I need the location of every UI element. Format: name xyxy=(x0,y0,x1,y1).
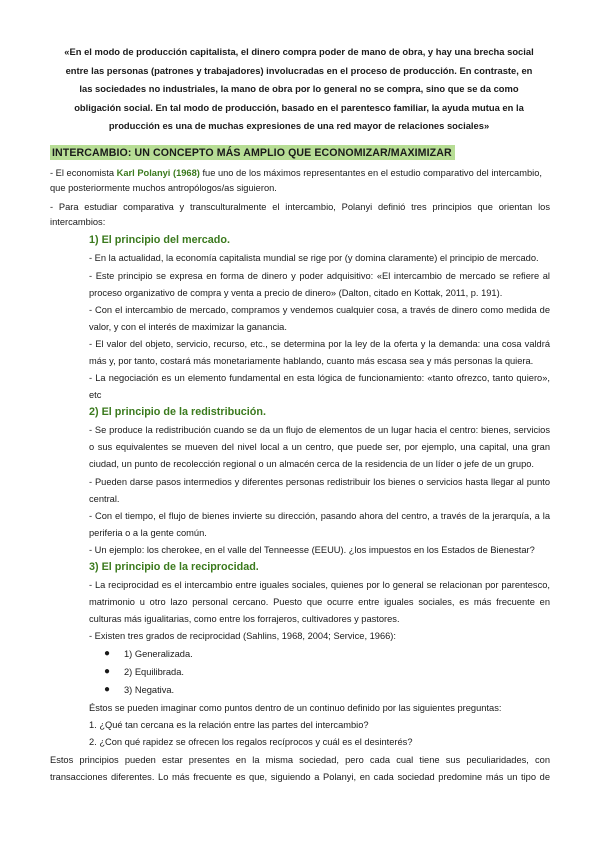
subheading-mercado: 1) El principio del mercado. xyxy=(89,234,230,246)
grade-item-3: 3) Negativa. xyxy=(124,685,175,695)
mercado-line-6: - El valor del objeto, servicio, recurso, etc., se determina por la ley de la oferta y la demanda: una cosa valdrá xyxy=(89,339,550,349)
redistribucion-line-4: - Pueden darse pasos intermedios y diferentes personas redistribuir los bienes o servicios hasta llegar al punto xyxy=(89,477,550,487)
redistribucion-line-7: periferia o a la gente común. xyxy=(89,528,207,538)
mercado-line-2: - Este principio se expresa en forma de dinero y poder adquisitivo: «El intercambio de mercado se refiere al xyxy=(89,271,550,281)
subheading-reciprocidad: 3) El principio de la reciprocidad. xyxy=(89,561,259,573)
redistribucion-line-5: central. xyxy=(89,494,120,504)
reciprocidad-line-4: - Existen tres grados de reciprocidad (Sahlins, 1968, 2004; Service, 1966): xyxy=(89,631,396,641)
mercado-line-8: - La negociación es un elemento fundamental en esta lógica de funcionamiento: «tanto ofrezco, tanto quiero», xyxy=(89,373,550,383)
redistribucion-line-3: ciudad, un punto de recolección regional o un almacén cerca de la residencia de un líder o jefe de un grupo. xyxy=(89,459,534,469)
mercado-line-1: - En la actualidad, la economía capitalista mundial se rige por (y domina claramente) el principio de mercado. xyxy=(89,253,539,263)
bullet-icon: ● xyxy=(104,684,111,695)
grade-item-2: 2) Equilibrada. xyxy=(124,667,184,677)
bullet-icon: ● xyxy=(104,666,111,677)
redistribucion-line-8: - Un ejemplo: los cherokee, en el valle del Tenneesse (EEUU). ¿los impuestos en los Estados de Bienestar? xyxy=(89,545,535,555)
question-1: 1. ¿Qué tan cercana es la relación entre las partes del intercambio? xyxy=(89,720,369,730)
mercado-line-4: - Con el intercambio de mercado, compramos y vendemos cualquier cosa, a través de dinero como medida de xyxy=(89,305,550,315)
mercado-line-5: valor, y con el interés de maximizar la ganancia. xyxy=(89,322,287,332)
intro-line-2: que posteriormente muchos antropólogos/as siguieron. xyxy=(50,183,277,193)
opening-quote: «En el modo de producción capitalista, el dinero compra poder de mano de obra, y hay una brecha social entre las personas (patrones y trabajadores) involucradas en el proceso de producción. En contraste, en las sociedades no industriales, la mano de obra por lo general no se compra, sino que se da como obligación social. En tal modo de producción, basado en el parentesco familiar, la ayuda mutua en la producción es una de muchas expresiones de una red mayor de relaciones sociales» xyxy=(64,46,534,131)
bullet-icon: ● xyxy=(104,648,111,659)
reciprocidad-line-1: - La reciprocidad es el intercambio entre iguales sociales, quienes por lo general se relacionan por parentesco, xyxy=(89,580,550,590)
question-2: 2. ¿Con qué rapidez se ofrecen los regalos recíprocos y cuál es el desinterés? xyxy=(89,737,413,747)
grade-item-1: 1) Generalizada. xyxy=(124,649,193,659)
mercado-line-7: más y, por tanto, costará más monetariamente hablando, cuanto más escasa sea y más personas la quiera. xyxy=(89,356,534,366)
intro-line-4: intercambios: xyxy=(50,217,106,227)
reciprocidad-line-5: Éstos se pueden imaginar como puntos dentro de un continuo definido por las siguientes preguntas: xyxy=(89,703,502,713)
intro-line-3: - Para estudiar comparativa y transculturalmente el intercambio, Polanyi definió tres principios que orientan los xyxy=(50,202,550,212)
subheading-redistribucion: 2) El principio de la redistribución. xyxy=(89,406,266,418)
section-heading: INTERCAMBIO: UN CONCEPTO MÁS AMPLIO QUE ECONOMIZAR/MAXIMIZAR xyxy=(50,145,455,160)
intro-text: - El economista xyxy=(50,168,117,178)
redistribucion-line-2: o sus equivalentes se mueven del nivel local a un centro, que puede ser, por ejemplo, una capital, una gran xyxy=(89,442,550,452)
reciprocidad-line-3: culturas más igualitarias, como entre los forrajeros, cultivadores y pastores. xyxy=(89,614,400,624)
intro-text: fue uno de los máximos representantes en el estudio comparativo del intercambio, xyxy=(199,168,542,178)
redistribucion-line-6: - Con el tiempo, el flujo de bienes invierte su dirección, pasando ahora del centro, a través de la jerarquía, a la xyxy=(89,511,550,521)
closing-line-1: Estos principios pueden estar presentes en la misma sociedad, pero cada cual tiene sus peculiaridades, con xyxy=(50,755,550,765)
redistribucion-line-1: - Se produce la redistribución cuando se da un flujo de elementos de un lugar hacia el centro: bienes, servicios xyxy=(89,425,550,435)
author-name: Karl Polanyi (1968) xyxy=(116,168,200,178)
mercado-line-9: etc xyxy=(89,390,102,400)
closing-line-2: transacciones diferentes. Lo más frecuente es que, siguiendo a Polanyi, en cada sociedad predomine más un tipo de xyxy=(50,772,550,782)
mercado-line-3: proceso organizativo de compra y venta a precio de dinero» (Dalton, citado en Kottak, 2011, p. 191). xyxy=(89,288,503,298)
reciprocidad-line-2: matrimonio u otro lazo personal cercano. Puesto que ocurre entre iguales sociales, es más frecuente en xyxy=(89,597,550,607)
intro-line-1 xyxy=(50,167,542,179)
